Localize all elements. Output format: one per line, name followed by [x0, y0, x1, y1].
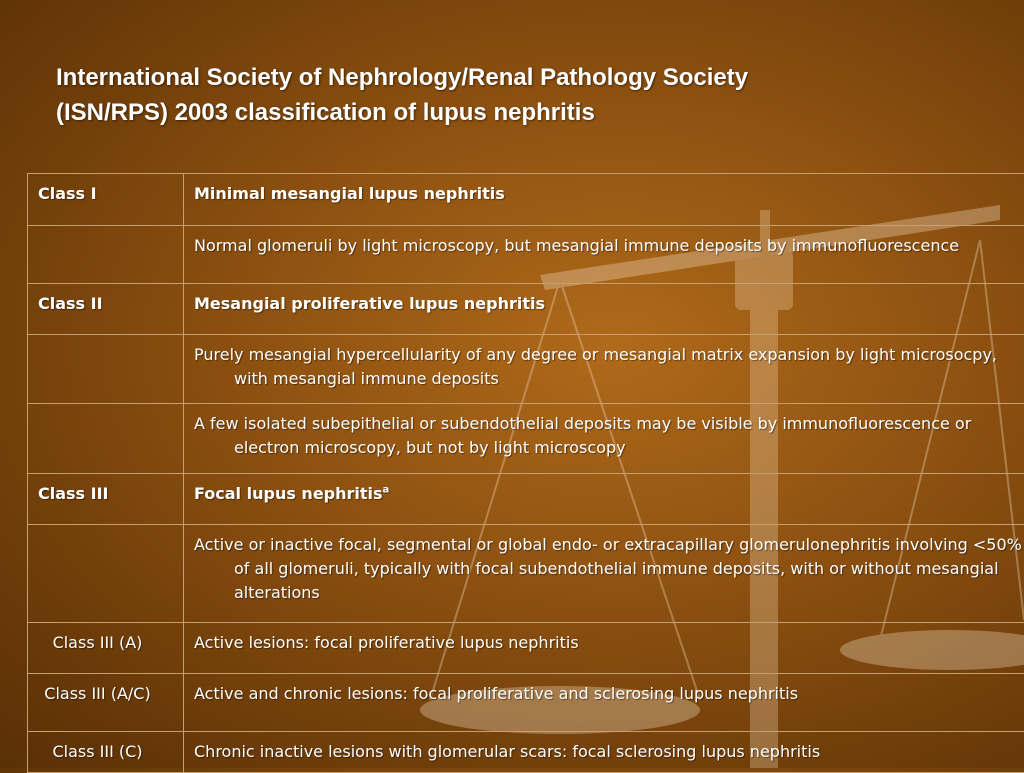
class-cell: [28, 525, 184, 623]
table-row: [28, 525, 1024, 623]
table-row: [28, 623, 1024, 674]
table-row: [28, 674, 1024, 732]
table-row: [28, 226, 1024, 284]
class-cell: Class III (C): [28, 732, 184, 773]
description-text: A few isolated subepithelial or subendothelial deposits may be visible by immunofluorescence or electron microscopy, but not by light microscopy: [194, 412, 1023, 460]
title-line-2: (ISN/RPS) 2003 classification of lupus nephritis: [56, 95, 956, 130]
description-cell: [184, 525, 1024, 623]
description-text: Purely mesangial hypercellularity of any degree or mesangial matrix expansion by light microsocpy, with mesangial immune deposits: [194, 343, 1023, 391]
description-text: Active or inactive focal, segmental or global endo- or extracapillary glomerulonephritis involving <50% of all glomeruli, typically with focal subendothelial immune deposits, with or without mesangial alterations: [194, 533, 1023, 605]
description-cell: [184, 404, 1024, 474]
class-cell: Class III (A): [28, 623, 184, 674]
table-row: [28, 732, 1024, 773]
class-cell: Class II: [28, 284, 184, 335]
table-row: [28, 174, 1024, 226]
class-cell: [28, 335, 184, 404]
description-text: Normal glomeruli by light microscopy, but mesangial immune deposits by immunofluorescence: [194, 234, 1023, 258]
class-cell: Class III: [28, 474, 184, 525]
description-text: Focal lupus nephritis: [194, 484, 383, 503]
table-row: [28, 335, 1024, 404]
title-line-1: International Society of Nephrology/Renal Pathology Society: [56, 60, 956, 95]
description-cell: [184, 474, 1024, 525]
class-cell: [28, 404, 184, 474]
description-cell: Minimal mesangial lupus nephritis: [184, 174, 1024, 226]
description-cell: [184, 226, 1024, 284]
description-cell: Mesangial proliferative lupus nephritis: [184, 284, 1024, 335]
table-row: [28, 284, 1024, 335]
description-cell: Chronic inactive lesions with glomerular scars: focal sclerosing lupus nephritis: [184, 732, 1024, 773]
description-cell: Active lesions: focal proliferative lupus nephritis: [184, 623, 1024, 674]
class-cell: [28, 226, 184, 284]
description-cell: [184, 335, 1024, 404]
description-cell: Active and chronic lesions: focal proliferative and sclerosing lupus nephritis: [184, 674, 1024, 732]
page-title: [56, 60, 956, 130]
classification-table: [27, 173, 1024, 773]
footnote-marker: a: [383, 485, 390, 496]
class-cell: Class I: [28, 174, 184, 226]
class-cell: Class III (A/C): [28, 674, 184, 732]
table-row: [28, 404, 1024, 474]
table-row: [28, 474, 1024, 525]
